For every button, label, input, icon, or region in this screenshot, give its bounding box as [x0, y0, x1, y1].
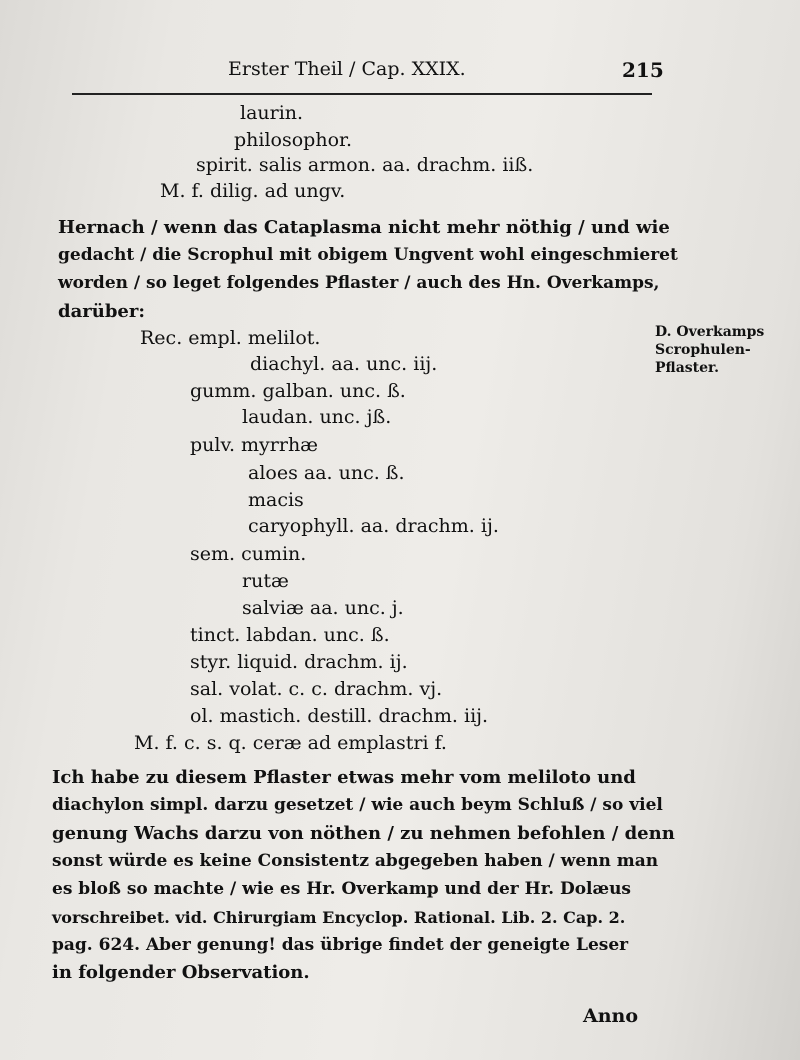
- recipe-line: laurin.: [240, 102, 304, 124]
- recipe-line: ol. mastich. destill. drachm. iij.: [190, 705, 489, 727]
- margin-note-line: Pflaster.: [655, 360, 719, 376]
- paragraph-line: sonst würde es keine Consistentz abgegeben haben / wenn man: [52, 851, 659, 871]
- recipe-line: spirit. salis armon. aa. drachm. iiß.: [196, 154, 534, 176]
- recipe-line: M. f. c. s. q. ceræ ad emplastri f.: [134, 732, 447, 754]
- recipe-line: tinct. labdan. unc. ß.: [190, 624, 390, 646]
- recipe-line: macis: [248, 489, 304, 511]
- recipe-line: caryophyll. aa. drachm. ij.: [248, 515, 499, 537]
- paragraph-line: diachylon simpl. darzu gesetzet / wie auch beym Schluß / so viel: [52, 795, 663, 815]
- recipe-line: Rec. empl. melilot.: [140, 327, 321, 349]
- recipe-line: rutæ: [242, 570, 289, 592]
- paragraph-line: pag. 624. Aber genung! das übrige findet der geneigte Leser: [52, 935, 629, 955]
- header-rule: [72, 93, 652, 95]
- recipe-line: pulv. myrrhæ: [190, 434, 319, 456]
- paragraph-line: Hernach / wenn das Cataplasma nicht mehr nöthig / und wie: [58, 217, 670, 238]
- margin-note: [655, 323, 764, 377]
- recipe-line: M. f. dilig. ad ungv.: [160, 180, 346, 202]
- paragraph-line: darüber:: [58, 301, 145, 322]
- paragraph-line: gedacht / die Scrophul mit obigem Ungvent wohl eingeschmieret: [58, 245, 678, 265]
- recipe-line: laudan. unc. jß.: [242, 406, 392, 428]
- recipe-line: styr. liquid. drachm. ij.: [190, 651, 408, 673]
- recipe-line: diachyl. aa. unc. iij.: [250, 353, 438, 375]
- paragraph-line: in folgender Observation.: [52, 962, 310, 983]
- margin-note-line: D. Overkamps: [655, 324, 765, 340]
- recipe-line: sal. volat. c. c. drachm. vj.: [190, 678, 443, 700]
- recipe-line: salviæ aa. unc. j.: [242, 597, 404, 619]
- recipe-line: philosophor.: [234, 129, 353, 151]
- paragraph-line: genung Wachs darzu von nöthen / zu nehmen befohlen / denn: [52, 823, 675, 844]
- recipe-line: gumm. galban. unc. ß.: [190, 380, 406, 402]
- paragraph-line: es bloß so machte / wie es Hr. Overkamp und der Hr. Dolæus: [52, 879, 631, 899]
- running-title: Erster Theil / Cap. XXIX.: [228, 58, 466, 80]
- margin-note-line: Scrophulen-: [655, 342, 751, 358]
- page-number: 215: [622, 58, 664, 82]
- recipe-line: aloes aa. unc. ß.: [248, 462, 405, 484]
- paragraph-line: Ich habe zu diesem Pflaster etwas mehr vom meliloto und: [52, 767, 636, 788]
- bleed-through: [590, 112, 710, 712]
- recipe-line: sem. cumin.: [190, 543, 307, 565]
- catchword: Anno: [583, 1005, 639, 1027]
- paragraph-line: worden / so leget folgendes Pflaster / auch des Hn. Overkamps,: [58, 273, 660, 293]
- paragraph-line: vorschreibet. vid. Chirurgiam Encyclop. Rational. Lib. 2. Cap. 2.: [52, 908, 626, 927]
